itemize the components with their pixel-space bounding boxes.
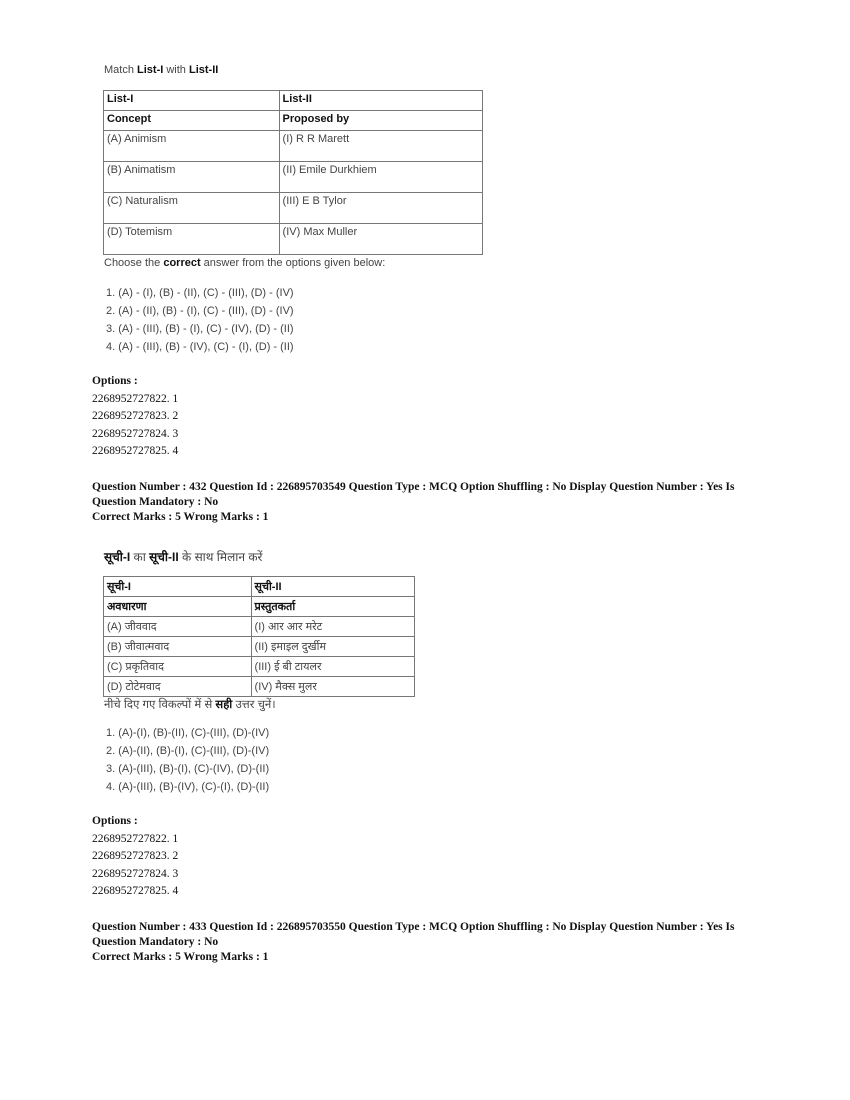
list-item: 1. (A) - (I), (B) - (II), (C) - (III), (D) - (IV) <box>106 287 294 299</box>
table-cell: (I) R R Marett <box>279 131 482 162</box>
table-cell: सूची-II <box>251 577 414 597</box>
table-cell: (IV) मैक्स मुलर <box>251 677 414 697</box>
question-meta-line: Question Number : 432 Question Id : 226895703549 Question Type : MCQ Option Shuffling : No Display Question Number : Yes Is <box>92 481 735 493</box>
option-item: 2268952727825. 4 <box>92 885 179 897</box>
q432-options <box>92 813 178 901</box>
table-cell: (IV) Max Muller <box>279 224 482 255</box>
q433-meta <box>92 920 812 965</box>
table-cell: प्रस्तुतकर्ता <box>251 597 414 617</box>
table-row <box>104 677 415 697</box>
option-item: 2268952727823. 2 <box>92 850 179 862</box>
table-cell: Concept <box>104 111 280 131</box>
table-cell: (D) टोटेमवाद <box>104 677 252 697</box>
table-cell: (C) प्रकृतिवाद <box>104 657 252 677</box>
list-item: 2. (A) - (II), (B) - (I), (C) - (III), (D) - (IV) <box>106 305 294 317</box>
option-item: 2268952727824. 3 <box>92 427 179 440</box>
table-cell: (D) Totemism <box>104 224 280 255</box>
table-row <box>104 193 483 224</box>
table-cell: (II) Emile Durkhiem <box>279 162 482 193</box>
q432-meta <box>92 480 812 525</box>
q431-options <box>92 373 178 461</box>
option-item: 2268952727824. 3 <box>92 867 179 880</box>
table-header-row <box>104 577 415 597</box>
table-cell: (III) E B Tylor <box>279 193 482 224</box>
q431-intro: Match List-I with List-II <box>104 64 219 76</box>
table-cell: अवधारणा <box>104 597 252 617</box>
table-row <box>104 637 415 657</box>
table-row <box>104 617 415 637</box>
question-meta-line: Correct Marks : 5 Wrong Marks : 1 <box>92 951 269 963</box>
list-item: 1. (A)-(I), (B)-(II), (C)-(III), (D)-(IV) <box>106 727 270 739</box>
table-row <box>104 657 415 677</box>
question-meta-line: Question Mandatory : No <box>92 936 219 948</box>
q432-match-table <box>103 576 415 697</box>
table-cell: (C) Naturalism <box>104 193 280 224</box>
q431-choose-instruction: Choose the correct answer from the options given below: <box>104 257 386 269</box>
question-meta-line: Question Number : 433 Question Id : 226895703550 Question Type : MCQ Option Shuffling : No Display Question Number : Yes Is <box>92 921 735 933</box>
table-header-row <box>104 111 483 131</box>
table-row <box>104 224 483 255</box>
question-meta-line: Correct Marks : 5 Wrong Marks : 1 <box>92 511 269 523</box>
q432-intro: सूची-I का सूची-II के साथ मिलान करें <box>104 550 263 564</box>
list-item: 3. (A) - (III), (B) - (I), (C) - (IV), (D) - (II) <box>106 323 294 335</box>
table-cell: List-II <box>279 91 482 111</box>
table-cell: (III) ई बी टायलर <box>251 657 414 677</box>
table-cell: (A) Animism <box>104 131 280 162</box>
table-cell: (II) इमाइल दुर्खीम <box>251 637 414 657</box>
list-item: 4. (A) - (III), (B) - (IV), (C) - (I), (D) - (II) <box>106 341 294 353</box>
table-cell: List-I <box>104 91 280 111</box>
q432-answer-list <box>106 724 269 796</box>
q432-choose-instruction: नीचे दिए गए विकल्पों में से सही उत्तर चुनें। <box>104 699 276 711</box>
option-item: 2268952727822. 1 <box>92 832 179 845</box>
options-label: Options : <box>92 815 138 827</box>
table-header-row <box>104 597 415 617</box>
q431-match-table <box>103 90 483 255</box>
list-item: 2. (A)-(II), (B)-(I), (C)-(III), (D)-(IV) <box>106 745 270 757</box>
table-cell: Proposed by <box>279 111 482 131</box>
table-cell: सूची-I <box>104 577 252 597</box>
q431-answer-list <box>106 284 294 356</box>
list-item: 4. (A)-(III), (B)-(IV), (C)-(I), (D)-(II) <box>106 781 270 793</box>
option-item: 2268952727823. 2 <box>92 410 179 422</box>
option-item: 2268952727822. 1 <box>92 392 179 405</box>
table-cell: (B) Animatism <box>104 162 280 193</box>
table-cell: (I) आर आर मरेट <box>251 617 414 637</box>
table-cell: (A) जीववाद <box>104 617 252 637</box>
options-label: Options : <box>92 375 138 387</box>
table-header-row <box>104 91 483 111</box>
table-cell: (B) जीवात्मवाद <box>104 637 252 657</box>
list-item: 3. (A)-(III), (B)-(I), (C)-(IV), (D)-(II) <box>106 763 270 775</box>
option-item: 2268952727825. 4 <box>92 445 179 457</box>
question-meta-line: Question Mandatory : No <box>92 496 219 508</box>
table-row <box>104 162 483 193</box>
table-row <box>104 131 483 162</box>
